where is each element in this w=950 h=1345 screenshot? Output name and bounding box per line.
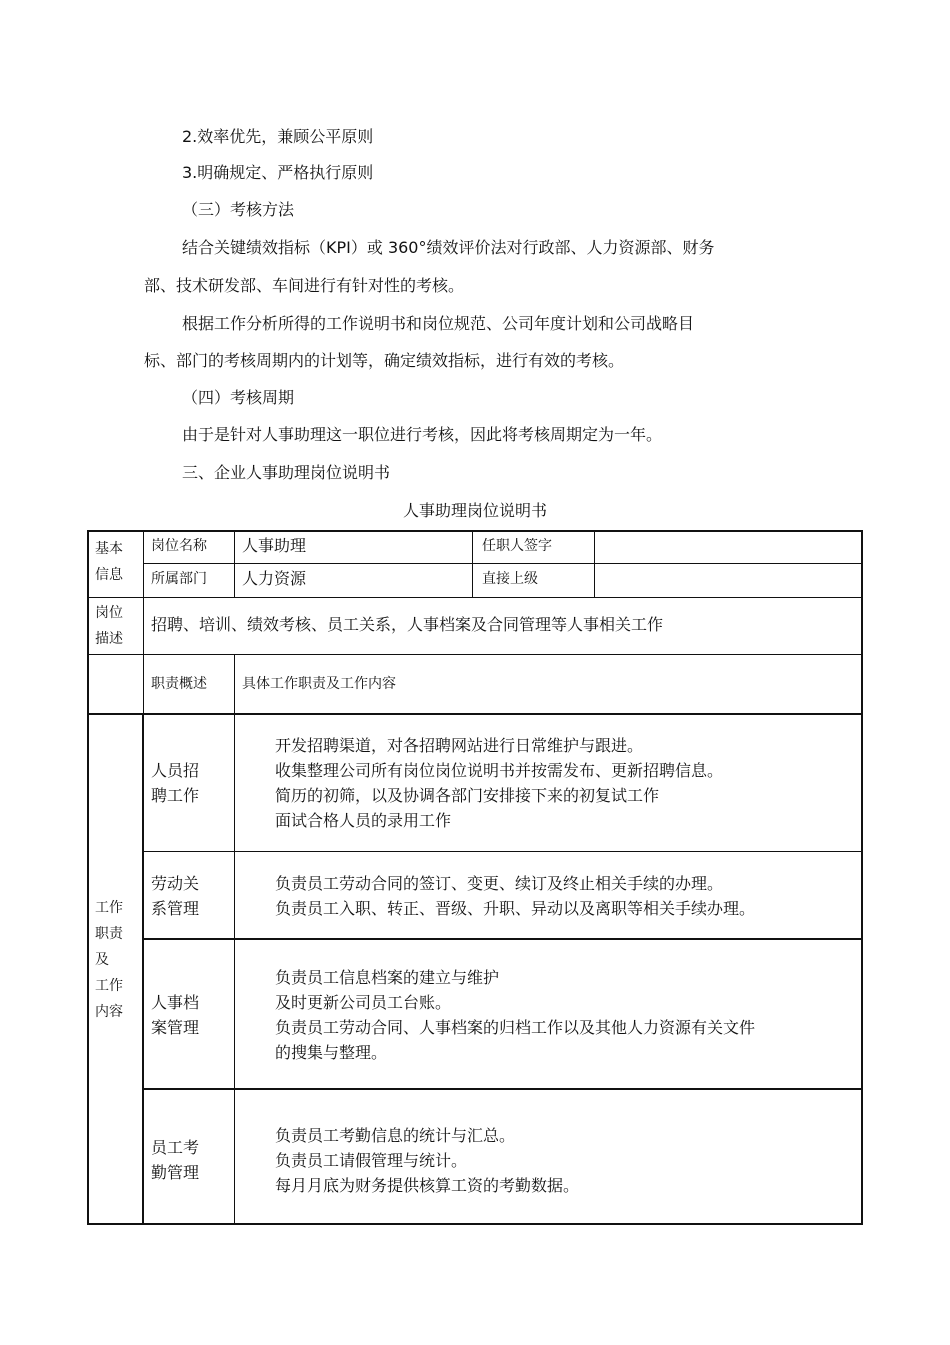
paragraph-principle-2: 2.效率优先，兼顾公平原则 [182,127,374,146]
heading-assessment-cycle: （四）考核周期 [182,388,295,407]
paragraph-method-line1: 结合关键绩效指标（KPI）或 360°绩效评价法对行政部、人力资源部、财务 [182,238,715,257]
category-recruitment: 人员招 聘工作 [151,761,200,805]
paragraph-principle-3: 3.明确规定、严格执行原则 [182,163,374,182]
grid-line [143,530,144,597]
duty-line: 的搜集与整理。 [275,1043,388,1062]
paragraph-cycle: 由于是针对人事助理这一职位进行考核，因此将考核周期定为一年。 [182,425,663,444]
grid-line [472,530,473,597]
signature-label: 任职人签字 [482,538,552,554]
job-desc-label: 岗位 描述 [95,605,123,647]
grid-line [143,851,863,852]
work-duties-label: 工作 职责 及 工作 内容 [95,900,123,1020]
table-title: 人事助理岗位说明书 [402,501,547,520]
duty-line: 面试合格人员的录用工作 [275,811,452,830]
category-labor-relations: 劳动关 系管理 [151,874,200,918]
duty-line: 负责员工劳动合同、人事档案的归档工作以及其他人力资源有关文件 [275,1018,756,1037]
grid-line [87,597,863,598]
job-desc-value: 招聘、培训、绩效考核、员工关系，人事档案及合同管理等人事相关工作 [151,615,664,634]
duty-line: 收集整理公司所有岗位岗位说明书并按需发布、更新招聘信息。 [275,761,724,780]
paragraph-basis-line1: 根据工作分析所得的工作说明书和岗位规范、公司年度计划和公司战略目 [182,314,695,333]
duty-line: 负责员工考勤信息的统计与汇总。 [275,1126,516,1145]
duty-line: 负责员工请假管理与统计。 [275,1151,468,1170]
duty-line: 负责员工信息档案的建立与维护 [275,968,500,987]
position-name-value: 人事助理 [242,536,307,555]
grid-line [87,654,863,655]
duty-line: 简历的初筛，以及协调各部门安排接下来的初复试工作 [275,786,660,805]
duty-overview-label: 职责概述 [151,676,207,692]
duty-line: 负责员工劳动合同的签订、变更、续订及终止相关手续的办理。 [275,874,724,893]
grid-line [143,597,144,654]
duty-line: 负责员工入职、转正、晋级、升职、异动以及离职等相关手续办理。 [275,899,756,918]
duties-attendance [275,1123,579,1198]
grid-line [594,530,595,597]
grid-line [142,713,144,1225]
grid-line [234,654,235,1225]
duty-detail-label: 具体工作职责及工作内容 [242,676,396,692]
grid-line [87,713,863,715]
paragraph-basis-line2: 标、部门的考核周期内的计划等，确定绩效指标，进行有效的考核。 [144,351,625,370]
category-personnel-files: 人事档 案管理 [151,993,200,1037]
paragraph-method-line2: 部、技术研发部、车间进行有针对性的考核。 [144,276,465,295]
grid-line [143,654,144,713]
basic-info-label: 基本 信息 [95,541,123,583]
grid-line [143,938,863,940]
position-name-label: 岗位名称 [151,538,207,554]
duties-labor-relations [275,871,755,921]
duty-line: 每月月底为财务提供核算工资的考勤数据。 [275,1176,580,1195]
duty-line: 开发招聘渠道，对各招聘网站进行日常维护与跟进。 [275,736,644,755]
supervisor-label: 直接上级 [482,571,538,587]
category-attendance: 员工考 勤管理 [151,1138,200,1182]
department-value: 人力资源 [242,569,307,588]
department-label: 所属部门 [151,571,207,587]
duties-personnel-files [275,965,755,1065]
grid-line [143,563,863,564]
duties-recruitment [275,733,723,833]
duty-line: 及时更新公司员工台账。 [275,993,452,1012]
heading-section-three: 三、企业人事助理岗位说明书 [182,463,391,482]
heading-assessment-method: （三）考核方法 [182,200,295,219]
grid-line [143,1088,863,1090]
grid-line [234,530,235,597]
